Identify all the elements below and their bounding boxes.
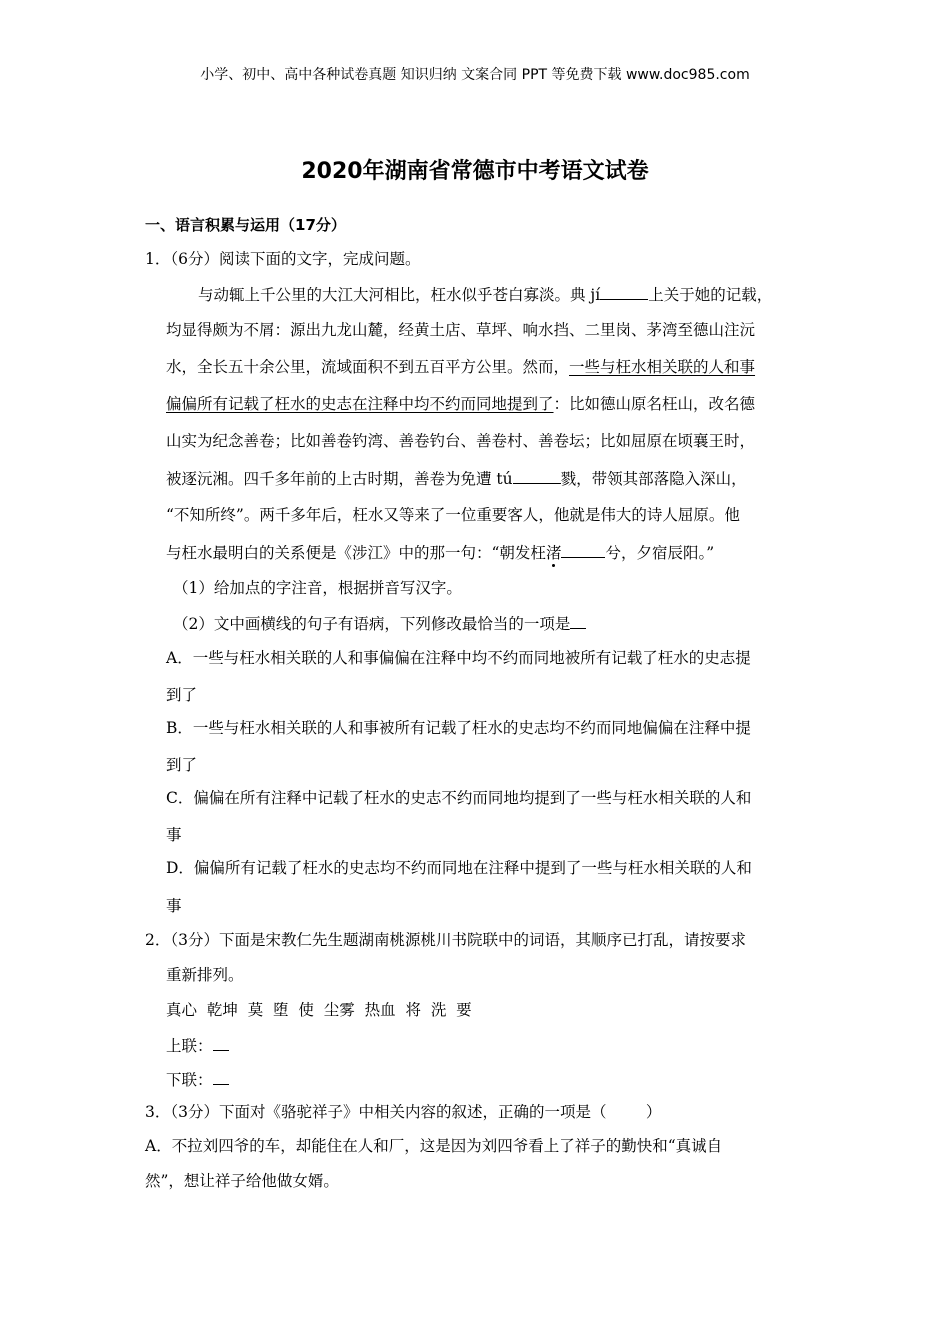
- passage-text: 被逐沅湘。四千多年前的上古时期，善卷为免遭 tú: [166, 470, 513, 488]
- underlined-sentence: 一些与枉水相关联的人和事: [569, 358, 756, 376]
- q2-word-list: 真心 乾坤 莫 堕 使 尘雾 热血 将 洗 要: [166, 1001, 472, 1019]
- underlined-sentence: 偏偏所有记载了枉水的史志在注释中均不约而同地提到了: [166, 395, 554, 413]
- page-title: 2020年湖南省常德市中考语文试卷: [301, 159, 649, 184]
- q1-stem: 1．（6分）阅读下面的文字，完成问题。: [145, 250, 421, 268]
- q3-option-a-cont: 然”，想让祥子给他做女婿。: [145, 1172, 339, 1190]
- passage-text: 水，全长五十余公里，流域面积不到五百平方公里。然而，: [166, 358, 570, 376]
- passage-text: 上关于她的记载，: [648, 286, 773, 304]
- q1-passage-line: [166, 356, 755, 378]
- q1-option-b[interactable]: B．一些与枉水相关联的人和事被所有记载了枉水的史志均不约而同地偏偏在注释中提: [166, 719, 751, 737]
- answer-blank[interactable]: [600, 283, 648, 300]
- q1-passage-line: 山实为纪念善卷；比如善卷钓湾、善卷钓台、善卷村、善卷坛；比如屈原在顷襄王时，: [166, 432, 756, 450]
- q1-passage-line: [166, 541, 714, 564]
- q2-stem-cont: 重新排列。: [166, 966, 244, 984]
- q1-option-d-cont: 事: [166, 897, 182, 915]
- answer-blank[interactable]: [570, 612, 586, 629]
- q1-option-d[interactable]: D．偏偏所有记载了枉水的史志均不约而同地在注释中提到了一些与枉水相关联的人和: [166, 859, 752, 877]
- q1-subquestion: [173, 612, 586, 635]
- passage-text: 与枉水最明白的关系便是《涉江》中的那一句：“朝发枉: [166, 544, 546, 562]
- answer-blank[interactable]: [213, 1068, 229, 1085]
- q1-option-a[interactable]: A．一些与枉水相关联的人和事偏偏在注释中均不约而同地被所有记载了枉水的史志提: [166, 649, 751, 667]
- q3-option-a[interactable]: A．不拉刘四爷的车，却能住在人和厂，这是因为刘四爷看上了祥子的勤快和“真诚自: [145, 1137, 723, 1155]
- q1-option-a-cont: 到了: [166, 686, 198, 704]
- answer-blank[interactable]: [561, 541, 605, 558]
- passage-text: 戮，带领其部落隐入深山，: [560, 470, 747, 488]
- dotted-character: 渚: [545, 544, 562, 562]
- passage-text: ：比如德山原名枉山，改名德: [553, 395, 756, 413]
- q1-passage-line: 均显得颇为不屑：源出九龙山麓，经黄土店、草坪、响水挡、二里岗、茅湾至德山注沅: [166, 321, 756, 339]
- q1-passage-line: [198, 283, 772, 306]
- site-header: 小学、初中、高中各种试卷真题 知识归纳 文案合同 PPT 等免费下载 www.doc985.com: [200, 67, 750, 83]
- q1-option-b-cont: 到了: [166, 756, 198, 774]
- q3-stem: 3．（3分）下面对《骆驼祥子》中相关内容的叙述，正确的一项是（ ）: [145, 1103, 662, 1121]
- passage-text: 与动辄上千公里的大江大河相比，枉水似乎苍白寡淡。典 jí: [198, 286, 601, 304]
- q1-option-c[interactable]: C．偏偏在所有注释中记载了枉水的史志不约而同地均提到了一些与枉水相关联的人和: [166, 789, 752, 807]
- passage-text: 兮，夕宿辰阳。”: [605, 544, 715, 562]
- q1-subquestion: （1）给加点的字注音，根据拼音写汉字。: [173, 579, 462, 597]
- subquestion-text: （2）文中画横线的句子有语病，下列修改最恰当的一项是: [173, 615, 571, 633]
- q1-passage-line: “不知所终”。两千多年后，枉水又等来了一位重要客人，他就是伟大的诗人屈原。他: [166, 506, 740, 524]
- answer-blank[interactable]: [213, 1034, 229, 1051]
- q2-stem: 2．（3分）下面是宋教仁先生题湖南桃源桃川书院联中的词语，其顺序已打乱，请按要求: [145, 931, 746, 949]
- q1-passage-line: [166, 467, 747, 490]
- q1-passage-line: [166, 393, 755, 415]
- q2-upper-couplet: [166, 1034, 229, 1057]
- upper-label: 上联：: [166, 1037, 213, 1055]
- q1-option-c-cont: 事: [166, 826, 182, 844]
- lower-label: 下联：: [166, 1071, 213, 1089]
- section-heading: 一、语言积累与运用（17分）: [145, 216, 346, 234]
- answer-blank[interactable]: [513, 467, 561, 484]
- q2-lower-couplet: [166, 1068, 229, 1091]
